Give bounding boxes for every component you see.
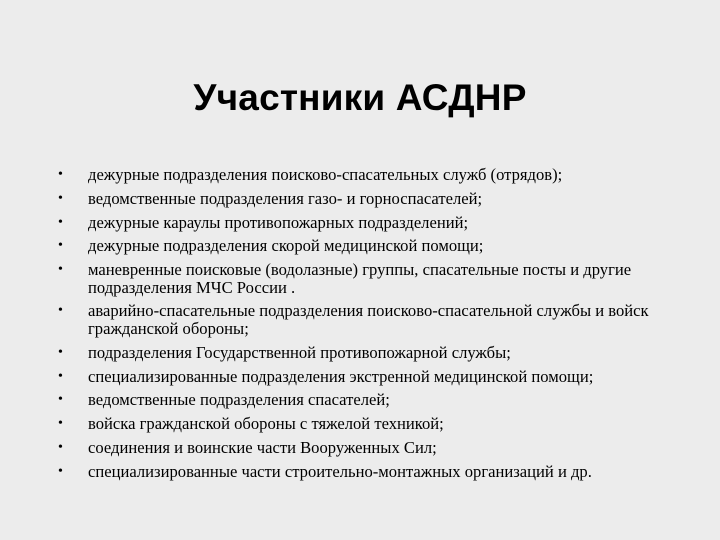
bullet-dot-icon: • — [58, 190, 63, 206]
bullet-text: соединения и воинские части Вооруженных Сил; — [88, 437, 437, 457]
bullet-item — [58, 415, 658, 433]
bullet-item — [58, 391, 658, 409]
bullet-item — [58, 344, 658, 362]
bullet-text: ведомственные подразделения газо- и горноспасателей; — [88, 188, 483, 208]
bullet-text: дежурные подразделения скорой медицинской помощи; — [88, 236, 484, 256]
bullet-item — [58, 302, 658, 337]
bullet-item — [58, 166, 658, 184]
bullet-dot-icon: • — [58, 439, 63, 455]
bullet-dot-icon: • — [58, 463, 63, 479]
bullet-dot-icon: • — [58, 392, 63, 408]
bullet-list — [58, 166, 658, 487]
bullet-item — [58, 237, 658, 255]
bullet-dot-icon: • — [58, 368, 63, 384]
bullet-item — [58, 439, 658, 457]
bullet-item — [58, 463, 658, 481]
bullet-text: маневренные поисковые (водолазные) группы, спасательные посты и другие подразделения МЧС России . — [88, 260, 632, 297]
bullet-text: ведомственные подразделения спасателей; — [88, 390, 390, 410]
bullet-item — [58, 190, 658, 208]
bullet-dot-icon: • — [58, 303, 63, 319]
bullet-text: дежурные подразделения поисково-спасательных служб (отрядов); — [88, 165, 563, 184]
bullet-dot-icon: • — [58, 238, 63, 254]
bullet-text: специализированные подразделения экстренной медицинской помощи; — [88, 366, 594, 386]
bullet-item — [58, 368, 658, 386]
bullet-text: дежурные караулы противопожарных подразделений; — [88, 212, 469, 232]
bullet-dot-icon: • — [58, 214, 63, 230]
bullet-dot-icon: • — [58, 416, 63, 432]
slide-title: Участники АСДНР — [193, 77, 527, 118]
bullet-item — [58, 261, 658, 296]
bullet-text: подразделения Государственной противопожарной службы; — [88, 342, 511, 362]
bullet-dot-icon: • — [58, 344, 63, 360]
bullet-text: аварийно-спасательные подразделения поисково-спасательной службы и войск гражданской обороны; — [88, 301, 649, 338]
bullet-text: войска гражданской обороны с тяжелой техникой; — [88, 414, 444, 434]
bullet-dot-icon: • — [58, 167, 63, 182]
bullet-item — [58, 214, 658, 232]
bullet-dot-icon: • — [58, 262, 63, 278]
bullet-text: специализированные части строительно-монтажных организаций и др. — [88, 461, 592, 481]
